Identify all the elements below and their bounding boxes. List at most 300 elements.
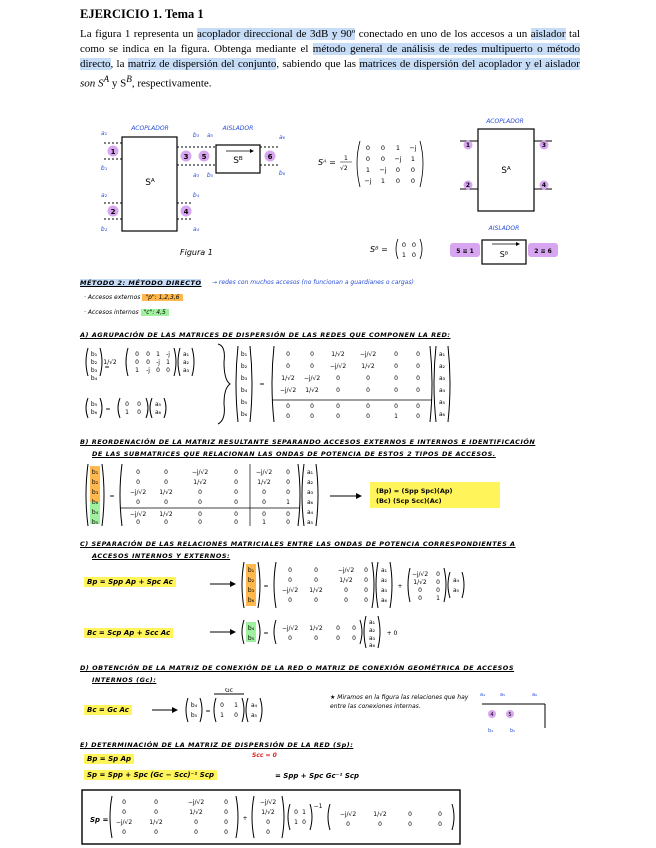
svg-text:a₅: a₅ xyxy=(306,519,314,526)
svg-text:b₂: b₂ xyxy=(91,479,99,486)
svg-text:b₄: b₄ xyxy=(90,375,98,382)
svg-text:3: 3 xyxy=(183,153,189,161)
method-note: → redes con muchos accesos (no funcionan a guardianes o cargas) xyxy=(212,279,414,286)
eq-bc-gc: Bc = Gc Ac xyxy=(84,705,132,715)
svg-text:0: 0 xyxy=(122,829,126,836)
highlight-matrix: matriz de dispersión del conjunto xyxy=(127,58,277,70)
svg-text:-j: -j xyxy=(156,359,160,366)
sa-matrix xyxy=(364,144,416,185)
svg-text:−j/√2: −j/√2 xyxy=(281,625,299,632)
svg-text:1: 1 xyxy=(395,144,401,152)
svg-text:0: 0 xyxy=(234,712,238,719)
svg-text:0: 0 xyxy=(438,821,442,828)
svg-text:1: 1 xyxy=(110,148,116,156)
sb-matrix xyxy=(402,241,416,259)
svg-text:0: 0 xyxy=(136,499,140,506)
svg-text:0: 0 xyxy=(234,479,238,486)
isolator-matrix-symbol: Sᴮ xyxy=(233,156,243,166)
svg-text:−j/√2: −j/√2 xyxy=(129,511,147,518)
exercise-title: EJERCICIO 1. Tema 1 xyxy=(80,7,204,21)
svg-text:0: 0 xyxy=(234,469,238,476)
svg-text:0: 0 xyxy=(224,819,228,826)
svg-text:b₅: b₅ xyxy=(510,728,516,734)
final-result-box xyxy=(0,788,656,848)
svg-text:a₂: a₂ xyxy=(182,359,190,366)
svg-text:0: 0 xyxy=(125,401,129,408)
svg-text:a₃: a₃ xyxy=(380,587,388,594)
svg-text:0: 0 xyxy=(366,403,370,410)
svg-text:Sᴬ: Sᴬ xyxy=(501,166,511,176)
svg-text:0: 0 xyxy=(294,809,298,816)
svg-text:=: = xyxy=(105,406,111,413)
svg-text:1: 1 xyxy=(220,712,224,719)
svg-text:0: 0 xyxy=(286,363,290,370)
svg-text:6: 6 xyxy=(267,153,273,161)
svg-text:1/√2: 1/√2 xyxy=(193,479,207,486)
svg-text:+ 0: + 0 xyxy=(386,630,398,637)
svg-text:b₅: b₅ xyxy=(91,519,99,526)
svg-text:a₆: a₆ xyxy=(438,411,446,418)
svg-text:b₆: b₆ xyxy=(278,170,286,177)
svg-text:0: 0 xyxy=(436,571,440,578)
svg-text:5 ≡ 1: 5 ≡ 1 xyxy=(456,248,474,255)
svg-text:a₅: a₅ xyxy=(452,587,460,594)
svg-text:a₁: a₁ xyxy=(368,619,376,626)
svg-text:−j/√2: −j/√2 xyxy=(191,469,209,476)
svg-text:2 ≡ 6: 2 ≡ 6 xyxy=(534,248,552,255)
figure-caption: Figura 1 xyxy=(180,248,213,257)
svg-text:a₅: a₅ xyxy=(438,399,446,406)
svg-text:1: 1 xyxy=(344,155,348,162)
svg-text:a₄: a₄ xyxy=(192,226,200,233)
section-c-matrices xyxy=(0,560,656,650)
svg-text:0: 0 xyxy=(411,241,417,249)
svg-text:0: 0 xyxy=(135,359,139,366)
svg-text:0: 0 xyxy=(394,403,398,410)
svg-text:−j/√2: −j/√2 xyxy=(259,799,277,806)
svg-text:0: 0 xyxy=(234,489,238,496)
svg-text:0: 0 xyxy=(136,519,140,526)
svg-text:4: 4 xyxy=(183,208,189,216)
svg-text:a₃: a₃ xyxy=(368,635,376,642)
svg-text:a₅: a₅ xyxy=(250,712,258,719)
svg-text:a₃: a₃ xyxy=(182,367,190,374)
svg-text:5: 5 xyxy=(508,712,512,718)
svg-text:0: 0 xyxy=(310,363,314,370)
svg-text:0: 0 xyxy=(346,821,350,828)
svg-text:√2: √2 xyxy=(340,165,348,172)
svg-text:0: 0 xyxy=(352,635,356,642)
svg-text:−j: −j xyxy=(364,177,372,185)
svg-text:b₆: b₆ xyxy=(91,499,99,506)
eq-bc: Bc = Scp Ap + Scc Ac xyxy=(84,628,173,638)
svg-text:Sp =: Sp = xyxy=(90,816,109,824)
svg-text:0: 0 xyxy=(336,387,340,394)
svg-text:0: 0 xyxy=(220,702,224,709)
svg-text:0: 0 xyxy=(344,597,348,604)
sb-lhs: Sᴮ = xyxy=(370,245,388,254)
svg-text:0: 0 xyxy=(364,597,368,604)
svg-text:1: 1 xyxy=(465,142,471,149)
svg-text:0: 0 xyxy=(378,821,382,828)
internal-ports: · Accesos internos "c": 4,5 xyxy=(84,309,169,316)
svg-text:a₂: a₂ xyxy=(100,192,108,199)
svg-text:0: 0 xyxy=(156,367,160,374)
svg-text:0: 0 xyxy=(314,635,318,642)
svg-text:0: 0 xyxy=(266,829,270,836)
svg-text:0: 0 xyxy=(394,387,398,394)
svg-text:b₂: b₂ xyxy=(247,577,255,584)
svg-text:0: 0 xyxy=(164,479,168,486)
svg-text:0: 0 xyxy=(137,409,141,416)
svg-text:0: 0 xyxy=(395,166,401,174)
svg-text:0: 0 xyxy=(288,577,292,584)
svg-text:a₂: a₂ xyxy=(368,627,376,634)
svg-text:−j/√2: −j/√2 xyxy=(129,489,147,496)
svg-text:-j: -j xyxy=(146,367,150,374)
highlight-isolator: aislador xyxy=(530,28,566,40)
svg-text:0: 0 xyxy=(344,587,348,594)
svg-text:0: 0 xyxy=(146,359,150,366)
coupler-label: ACOPLADOR xyxy=(131,125,169,132)
svg-text:a₆: a₆ xyxy=(380,597,388,604)
svg-text:=: = xyxy=(109,493,115,500)
svg-text:0: 0 xyxy=(137,401,141,408)
svg-text:5: 5 xyxy=(201,153,207,161)
svg-text:0: 0 xyxy=(352,625,356,632)
svg-text:0: 0 xyxy=(286,489,290,496)
svg-text:b₅: b₅ xyxy=(247,635,255,642)
svg-text:a₁: a₁ xyxy=(380,567,388,574)
svg-text:AISLADOR: AISLADOR xyxy=(488,225,520,232)
svg-text:0: 0 xyxy=(286,413,290,420)
svg-text:−j: −j xyxy=(409,144,417,152)
highlight-matrices: matrices de dispersión del acoplador y el aislador xyxy=(359,58,580,70)
svg-text:b₃: b₃ xyxy=(240,375,248,382)
svg-text:0: 0 xyxy=(314,577,318,584)
svg-text:1: 1 xyxy=(166,359,170,366)
svg-text:+: + xyxy=(242,815,248,822)
svg-text:0: 0 xyxy=(224,799,228,806)
svg-text:1/√2: 1/√2 xyxy=(103,359,117,366)
svg-text:0: 0 xyxy=(164,469,168,476)
svg-text:0: 0 xyxy=(364,567,368,574)
svg-text:0: 0 xyxy=(395,177,401,185)
svg-text:b₆: b₆ xyxy=(240,411,248,418)
svg-text:=: = xyxy=(263,583,269,590)
svg-text:b₂: b₂ xyxy=(100,226,108,233)
svg-text:=: = xyxy=(259,381,265,388)
svg-text:−j/√2: −j/√2 xyxy=(329,363,347,370)
svg-text:1: 1 xyxy=(234,702,238,709)
svg-text:0: 0 xyxy=(234,519,238,526)
svg-text:a₂: a₂ xyxy=(306,479,314,486)
svg-text:0: 0 xyxy=(416,375,420,382)
section-c-title-2: ACCESOS INTERNOS Y EXTERNOS: xyxy=(92,552,231,560)
svg-text:0: 0 xyxy=(262,489,266,496)
svg-text:−1: −1 xyxy=(313,803,323,810)
svg-text:0: 0 xyxy=(366,387,370,394)
scc-zero-note: Scc = 0 xyxy=(252,752,277,759)
svg-text:a₆: a₆ xyxy=(154,409,162,416)
svg-text:0: 0 xyxy=(366,375,370,382)
svg-text:0: 0 xyxy=(286,479,290,486)
svg-text:1: 1 xyxy=(286,499,290,506)
svg-text:0: 0 xyxy=(302,819,306,826)
svg-text:b₃: b₃ xyxy=(91,489,99,496)
svg-text:b₄: b₄ xyxy=(192,192,200,199)
section-a-title: A) AGRUPACIÓN DE LAS MATRICES DE DISPERSIÓN DE LAS REDES QUE COMPONEN LA RED: xyxy=(80,331,451,339)
coupler-matrix-symbol: Sᴬ xyxy=(145,178,155,188)
method-title: MÉTODO 2: MÉTODO DIRECTO xyxy=(80,279,202,287)
svg-text:2: 2 xyxy=(110,208,116,216)
sa-lhs: Sᴬ = xyxy=(318,158,336,167)
svg-text:1/√2: 1/√2 xyxy=(261,809,275,816)
svg-text:0: 0 xyxy=(366,413,370,420)
svg-text:−j/√2: −j/√2 xyxy=(359,351,377,358)
svg-text:0: 0 xyxy=(336,625,340,632)
svg-text:4: 4 xyxy=(541,182,547,189)
svg-text:0: 0 xyxy=(410,166,416,174)
svg-text:b₄: b₄ xyxy=(190,702,198,709)
svg-text:1: 1 xyxy=(365,166,371,174)
svg-text:1/√2: 1/√2 xyxy=(361,363,375,370)
svg-text:1/√2: 1/√2 xyxy=(149,819,163,826)
problem-statement: La figura 1 representa un acoplador direccional de 3dB y 90º conectado en uno de los accesos a un aislador tal como se indica en la figura. Obtenga mediante el método general de análisis de redes multipuerto o método directo, la matriz de dispersión del conjunto, sabiendo que las matrices de dispersión del acoplador y el aislador son $S^A$ y $S^B$, respectivamente. xyxy=(80,28,581,90)
svg-text:b₃: b₃ xyxy=(247,587,255,594)
svg-text:1/√2: 1/√2 xyxy=(159,511,173,518)
svg-text:0: 0 xyxy=(288,567,292,574)
svg-text:a₁: a₁ xyxy=(182,351,190,358)
svg-text:=: = xyxy=(205,708,211,715)
svg-text:−j/√2: −j/√2 xyxy=(281,587,299,594)
svg-text:0: 0 xyxy=(164,499,168,506)
svg-text:0: 0 xyxy=(136,469,140,476)
svg-text:0: 0 xyxy=(286,351,290,358)
sp-short-eq: = Spp + Spc Gc⁻¹ Scp xyxy=(275,772,360,780)
connection-note: ★ Miramos en la figura las relaciones que hay entre las conexiones internas. xyxy=(330,694,469,710)
svg-text:a₄: a₄ xyxy=(438,387,446,394)
svg-text:1: 1 xyxy=(380,177,386,185)
svg-text:0: 0 xyxy=(401,241,407,249)
section-e-title: E) DETERMINACIÓN DE LA MATRIZ DE DISPERSIÓN DE LA RED (Sp): xyxy=(80,741,354,749)
svg-text:0: 0 xyxy=(408,811,412,818)
svg-text:−j/√2: −j/√2 xyxy=(255,469,273,476)
svg-text:0: 0 xyxy=(224,809,228,816)
svg-text:0: 0 xyxy=(194,829,198,836)
svg-text:0: 0 xyxy=(314,567,318,574)
svg-text:a₂: a₂ xyxy=(438,363,446,370)
svg-text:a₅: a₅ xyxy=(206,132,214,139)
svg-text:0: 0 xyxy=(416,351,420,358)
svg-text:0: 0 xyxy=(288,597,292,604)
svg-text:0: 0 xyxy=(365,144,371,152)
svg-text:b₄: b₄ xyxy=(488,728,494,734)
svg-text:b₁: b₁ xyxy=(240,351,248,358)
svg-text:0: 0 xyxy=(394,363,398,370)
section-b-matrices xyxy=(0,462,656,532)
svg-text:a₃: a₃ xyxy=(192,172,200,179)
svg-text:1/√2: 1/√2 xyxy=(413,579,427,586)
svg-text:0: 0 xyxy=(198,519,202,526)
svg-text:=: = xyxy=(263,630,269,637)
svg-text:3: 3 xyxy=(541,142,547,149)
svg-text:0: 0 xyxy=(266,819,270,826)
svg-text:0: 0 xyxy=(224,829,228,836)
svg-text:−j/√2: −j/√2 xyxy=(115,819,133,826)
svg-text:1/√2: 1/√2 xyxy=(309,625,323,632)
section-d-title: D) OBTENCIÓN DE LA MATRIZ DE CONEXIÓN DE LA RED O MATRIZ DE CONEXIÓN GEOMÉTRICA DE ACCESOS xyxy=(80,664,515,672)
svg-text:ACOPLADOR: ACOPLADOR xyxy=(486,118,524,125)
svg-text:0: 0 xyxy=(416,403,420,410)
svg-text:a₆: a₆ xyxy=(532,692,538,698)
svg-text:1: 1 xyxy=(125,409,129,416)
svg-text:0: 0 xyxy=(122,799,126,806)
svg-text:0: 0 xyxy=(288,635,292,642)
svg-text:−j/√2: −j/√2 xyxy=(187,799,205,806)
svg-text:b₅: b₅ xyxy=(190,712,198,719)
svg-text:1/√2: 1/√2 xyxy=(159,489,173,496)
external-ports: · Accesos externos "p": 1,2,3,6 xyxy=(84,294,183,301)
svg-text:0: 0 xyxy=(416,413,420,420)
svg-text:0: 0 xyxy=(314,597,318,604)
svg-text:0: 0 xyxy=(310,413,314,420)
svg-text:0: 0 xyxy=(364,587,368,594)
svg-text:0: 0 xyxy=(286,519,290,526)
svg-text:0: 0 xyxy=(135,351,139,358)
svg-text:2: 2 xyxy=(465,182,471,189)
svg-text:0: 0 xyxy=(166,367,170,374)
svg-text:0: 0 xyxy=(411,251,417,259)
svg-text:1: 1 xyxy=(394,413,398,420)
svg-text:0: 0 xyxy=(336,413,340,420)
svg-text:b₁: b₁ xyxy=(247,567,255,574)
svg-text:1: 1 xyxy=(436,595,440,602)
svg-text:a₆: a₆ xyxy=(278,134,286,141)
svg-text:b₄: b₄ xyxy=(91,509,99,516)
section-c-title: C) SEPARACIÓN DE LAS RELACIONES MATRICIALES ENTRE LAS ONDAS DE POTENCIA CORRESPONDIENTES A xyxy=(80,540,516,548)
svg-text:−j/√2: −j/√2 xyxy=(339,811,357,818)
svg-text:0: 0 xyxy=(194,819,198,826)
svg-text:0: 0 xyxy=(154,829,158,836)
svg-text:0: 0 xyxy=(122,809,126,816)
svg-text:a₆: a₆ xyxy=(368,642,376,649)
svg-text:1: 1 xyxy=(401,251,407,259)
svg-text:0: 0 xyxy=(136,479,140,486)
svg-text:0: 0 xyxy=(286,511,290,518)
svg-text:0: 0 xyxy=(365,155,371,163)
svg-text:b₃: b₃ xyxy=(90,367,98,374)
svg-text:b₂: b₂ xyxy=(90,359,98,366)
svg-text:0: 0 xyxy=(286,469,290,476)
svg-text:0: 0 xyxy=(394,351,398,358)
svg-text:+: + xyxy=(397,583,403,590)
eq-sp-general: Sp = Spp + Spc (Gc − Scc)⁻¹ Scp xyxy=(84,770,217,780)
svg-text:−j: −j xyxy=(394,155,402,163)
svg-text:0: 0 xyxy=(198,511,202,518)
svg-text:=: = xyxy=(104,364,110,371)
svg-text:a₄: a₄ xyxy=(306,509,314,516)
svg-text:0: 0 xyxy=(234,499,238,506)
svg-text:b₅: b₅ xyxy=(240,399,248,406)
svg-text:4: 4 xyxy=(490,712,494,718)
svg-text:1/√2: 1/√2 xyxy=(373,811,387,818)
svg-text:b₄: b₄ xyxy=(247,625,255,632)
svg-text:(Bc) (Scp Scc)(Ac): (Bc) (Scp Scc)(Ac) xyxy=(376,497,442,505)
svg-text:a₄: a₄ xyxy=(452,577,460,584)
svg-text:−j/√2: −j/√2 xyxy=(303,375,321,382)
svg-text:b₁: b₁ xyxy=(91,469,99,476)
svg-text:0: 0 xyxy=(336,635,340,642)
svg-text:0: 0 xyxy=(380,144,386,152)
svg-text:0: 0 xyxy=(416,363,420,370)
svg-text:1/√2: 1/√2 xyxy=(331,351,345,358)
svg-text:1/√2: 1/√2 xyxy=(281,375,295,382)
svg-text:b₂: b₂ xyxy=(240,363,248,370)
svg-text:b₆: b₆ xyxy=(90,409,98,416)
svg-text:0: 0 xyxy=(310,351,314,358)
svg-text:−j/√2: −j/√2 xyxy=(279,387,297,394)
svg-text:0: 0 xyxy=(286,403,290,410)
svg-text:1: 1 xyxy=(135,367,139,374)
svg-text:a₁: a₁ xyxy=(306,469,314,476)
svg-text:0: 0 xyxy=(418,595,422,602)
svg-text:0: 0 xyxy=(394,375,398,382)
svg-text:0: 0 xyxy=(418,587,422,594)
svg-text:0: 0 xyxy=(410,177,416,185)
svg-text:(Bp) = (Spp Spc)(Ap): (Bp) = (Spp Spc)(Ap) xyxy=(376,487,453,495)
svg-text:0: 0 xyxy=(164,519,168,526)
svg-text:1/√2: 1/√2 xyxy=(257,479,271,486)
svg-text:0: 0 xyxy=(336,375,340,382)
svg-text:1: 1 xyxy=(410,155,416,163)
svg-text:1: 1 xyxy=(156,351,160,358)
svg-text:a₂: a₂ xyxy=(380,577,388,584)
svg-text:a₃: a₃ xyxy=(306,489,314,496)
svg-text:0: 0 xyxy=(146,351,150,358)
svg-text:0: 0 xyxy=(262,499,266,506)
svg-text:1: 1 xyxy=(294,819,298,826)
section-b-title: B) REORDENACIÓN DE LA MATRIZ RESULTANTE SEPARANDO ACCESOS EXTERNOS E INTERNOS E IDENTIFICACIÓN xyxy=(80,438,536,446)
svg-text:0: 0 xyxy=(380,155,386,163)
svg-text:−j/√2: −j/√2 xyxy=(337,567,355,574)
svg-text:1: 1 xyxy=(262,519,266,526)
svg-text:a₅: a₅ xyxy=(154,401,162,408)
svg-text:a₆: a₆ xyxy=(306,499,314,506)
svg-text:1/√2: 1/√2 xyxy=(189,809,203,816)
svg-text:−j: −j xyxy=(379,166,387,174)
eq-bp: Bp = Spp Ap + Spc Ac xyxy=(84,577,176,587)
svg-text:b₄: b₄ xyxy=(240,387,248,394)
svg-text:0: 0 xyxy=(416,387,420,394)
svg-text:a₁: a₁ xyxy=(100,130,108,137)
svg-text:b₁: b₁ xyxy=(90,351,98,358)
svg-text:1/√2: 1/√2 xyxy=(309,587,323,594)
svg-text:b₅: b₅ xyxy=(206,172,214,179)
section-b-title-2: DE LAS SUBMATRICES QUE RELACIONAN LAS ONDAS DE POTENCIA DE ESTOS 2 TIPOS DE ACCESOS. xyxy=(92,450,496,458)
svg-text:b₆: b₆ xyxy=(247,597,255,604)
svg-text:a₄: a₄ xyxy=(480,692,486,698)
svg-text:a₄: a₄ xyxy=(250,702,258,709)
svg-text:0: 0 xyxy=(234,511,238,518)
eq-bp-sp: Bp = Sp Ap xyxy=(84,754,134,764)
svg-text:a₁: a₁ xyxy=(438,351,446,358)
svg-text:0: 0 xyxy=(408,821,412,828)
isolator-label: AISLADOR xyxy=(222,125,254,132)
svg-text:0: 0 xyxy=(198,499,202,506)
svg-text:−j/√2: −j/√2 xyxy=(411,571,429,578)
svg-text:b₅: b₅ xyxy=(90,401,98,408)
